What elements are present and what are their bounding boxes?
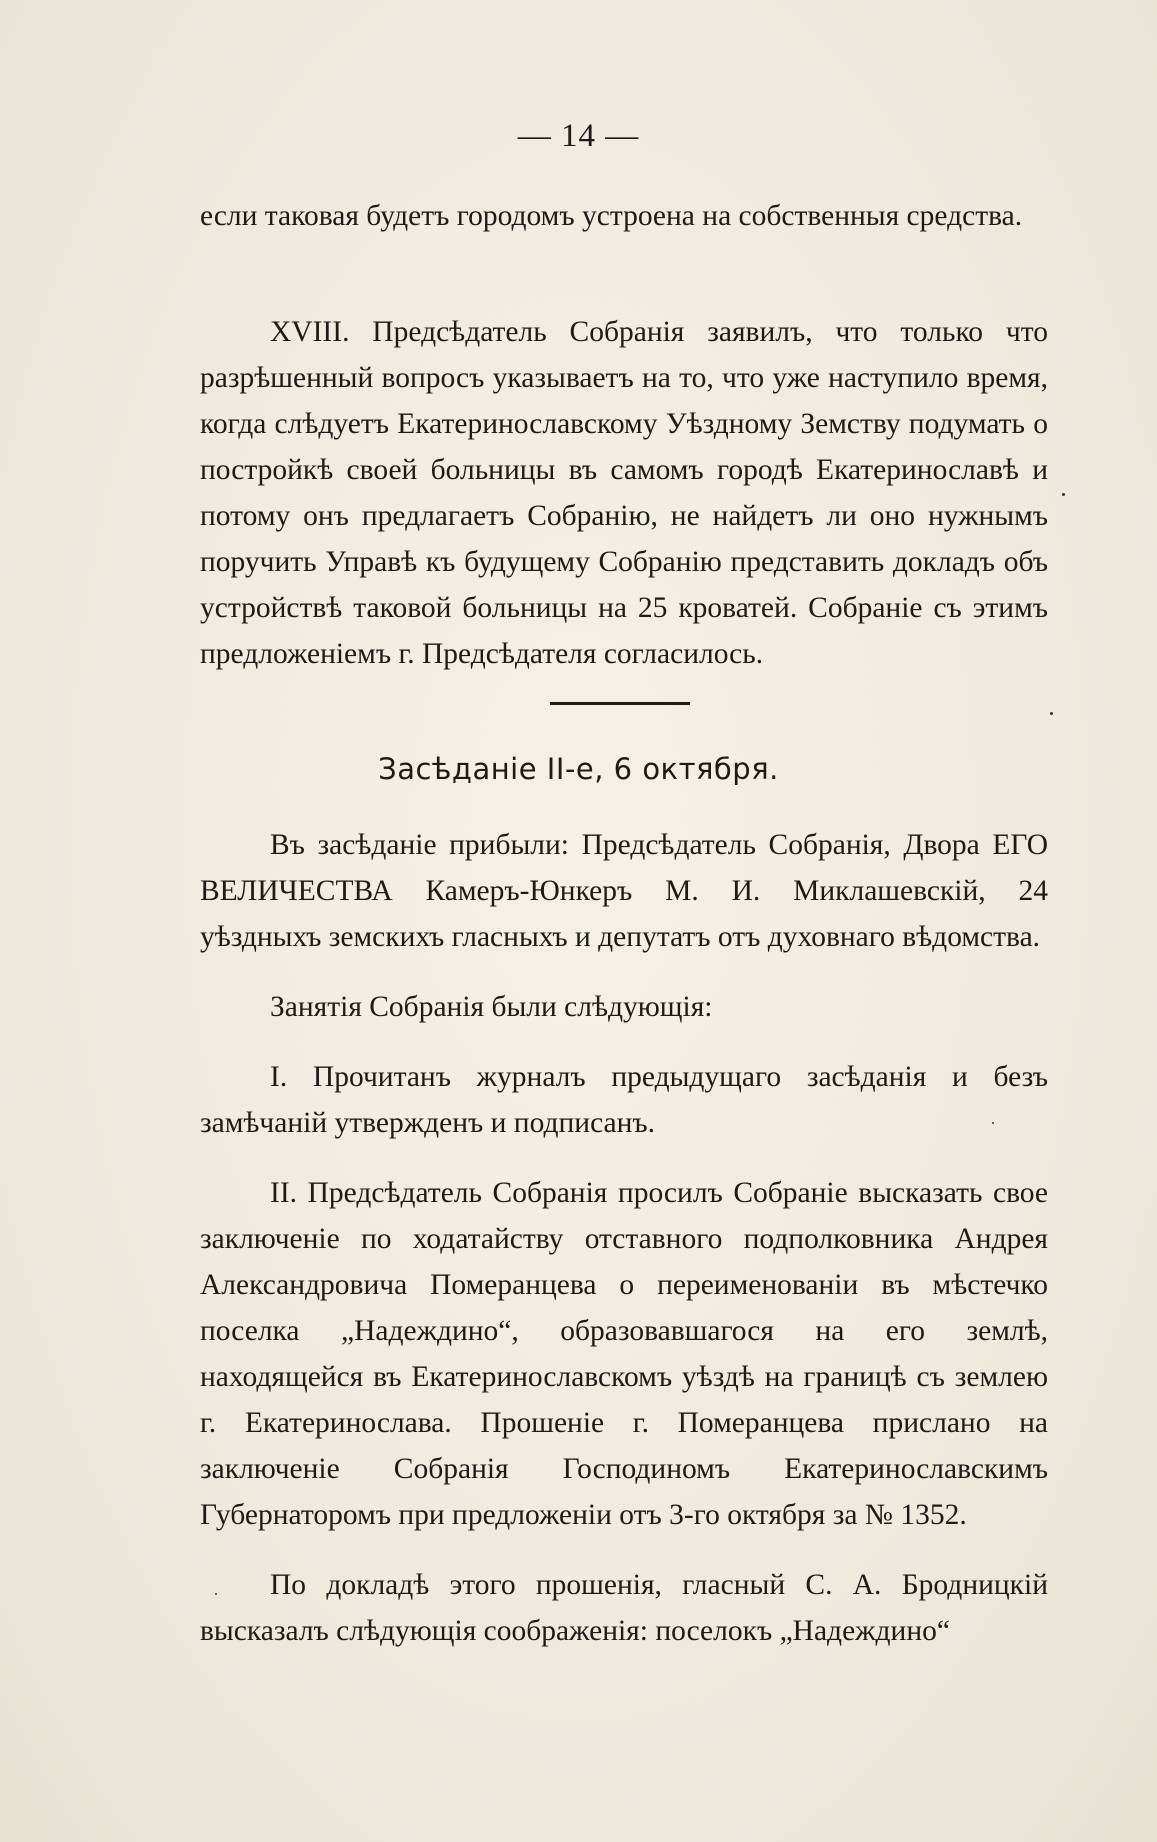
page-number: — 14 — <box>517 118 640 154</box>
session-heading: Засѣданіе II-е, 6 октября. <box>378 752 779 786</box>
item-i-paragraph: I. Прочитанъ журналъ предыдущаго засѣданія и безъ замѣчаній утвержденъ и подписанъ. <box>200 1061 1048 1139</box>
section-divider <box>550 702 690 705</box>
item-xviii-block <box>200 309 1048 677</box>
agenda-intro-paragraph: Занятія Собранія были слѣдующія: <box>270 991 713 1023</box>
continuation-block <box>200 193 1048 239</box>
session-body <box>200 822 1048 1654</box>
attendance-paragraph: Въ засѣданіе прибыли: Предсѣдатель Собранія, Двора ЕГО ВЕЛИЧЕСТВА Камеръ-Юнкеръ М. И. Миклашевскій, 24 уѣздныхъ земскихъ гласныхъ и депутатъ отъ духовнаго вѣдомства. <box>200 829 1048 953</box>
continuation-paragraph: если таковая будетъ городомъ устроена на собственныя средства. <box>200 200 1023 232</box>
item-ii-paragraph: II. Предсѣдатель Собранія просилъ Собраніе высказать свое заключеніе по ходатайству отставного подполковника Андрея Александровича Померанцева о переименованіи въ мѣстечко поселка „Надеждино“, образовавшагося на его землѣ, находящейся въ Екатеринославскомъ уѣздѣ на границѣ съ землею г. Екатеринослава. Прошеніе г. Померанцева прислано на заключеніе Собранія Господиномъ Екатеринославскимъ Губернаторомъ при предложеніи отъ 3-го октября за № 1352. <box>200 1177 1048 1531</box>
report-paragraph: По докладѣ этого прошенія, гласный С. А. Бродницкій высказалъ слѣдующія соображенія: поселокъ „Надеждино“ <box>200 1569 1048 1647</box>
item-xviii-paragraph: XVIII. Предсѣдатель Собранія заявилъ, что только что разрѣшенный вопросъ указываетъ на то, что уже наступило время, когда слѣдуетъ Екатеринославскому Уѣздному Земству подумать о постройкѣ своей больницы въ самомъ городѣ Екатеринославѣ и потому онъ предлагаетъ Собранію, не найдетъ ли оно нужнымъ поручить Управѣ къ будущему Собранію представить докладъ объ устройствѣ таковой больницы на 25 кроватей. Собраніе съ этимъ предложеніемъ г. Предсѣдателя согласилось. <box>200 316 1048 670</box>
